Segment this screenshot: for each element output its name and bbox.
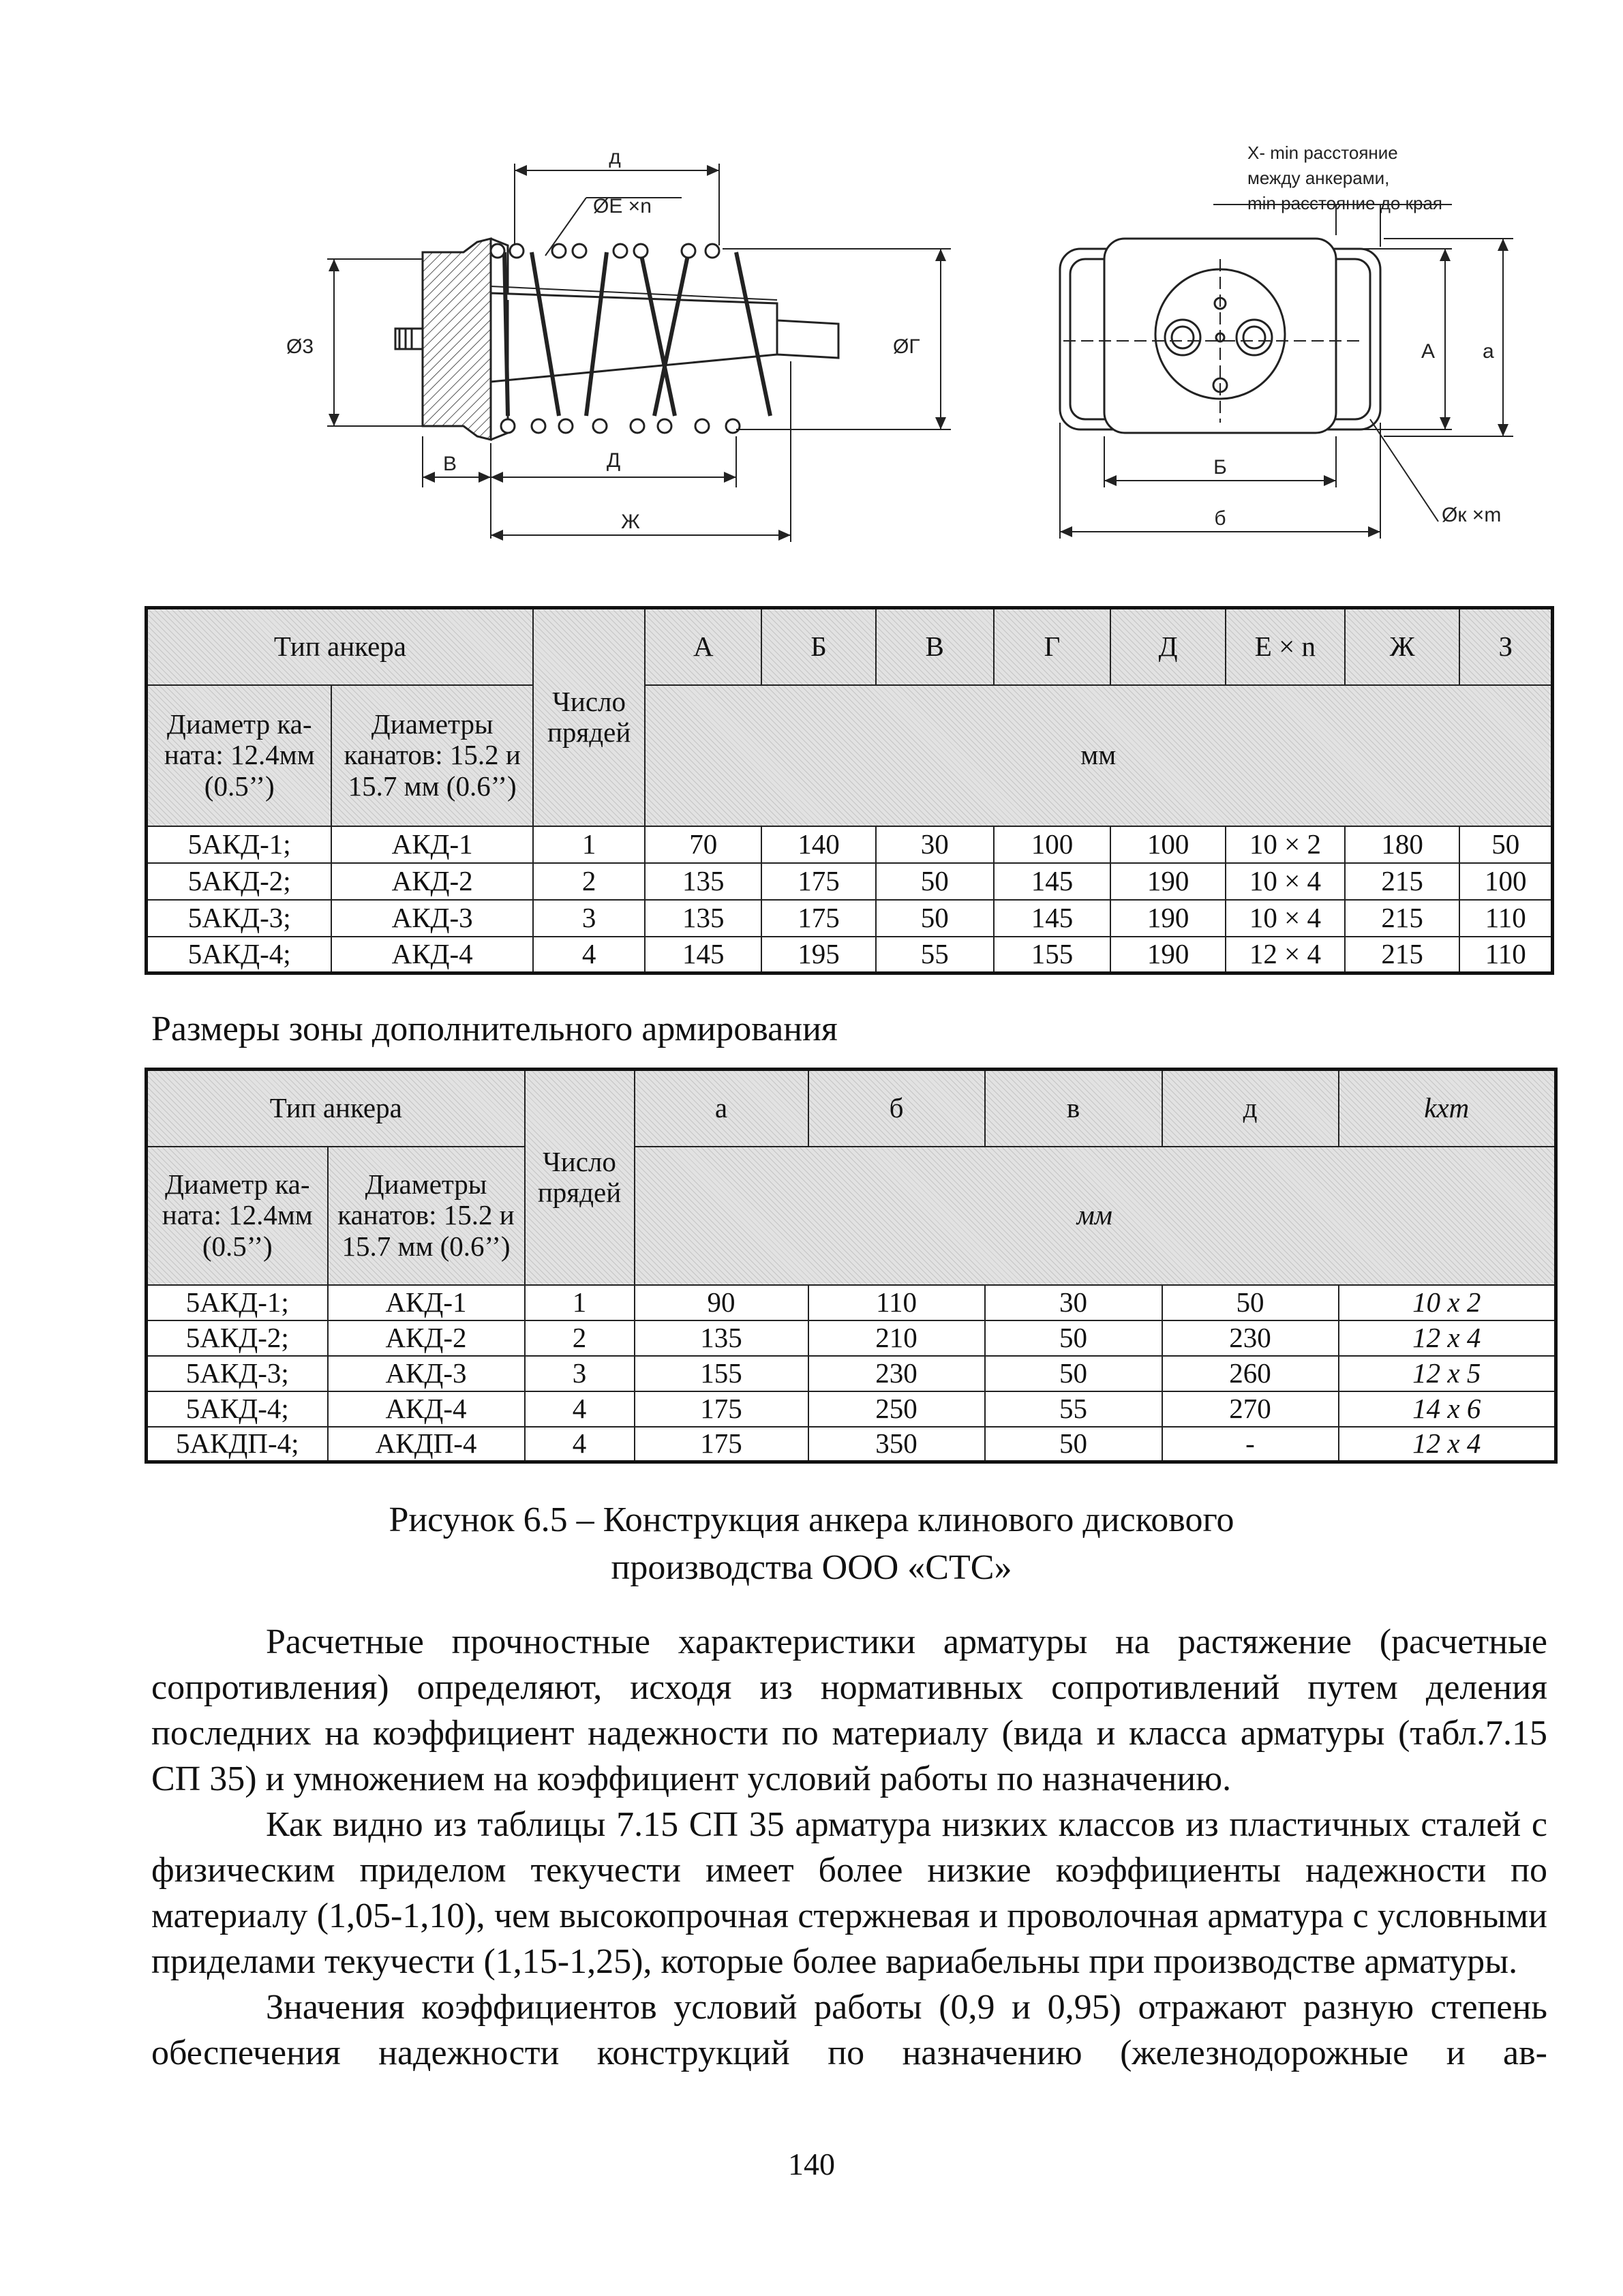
table-cell: -	[1162, 1427, 1339, 1462]
table-cell: 350	[808, 1427, 985, 1462]
table-cell: 140	[761, 826, 876, 863]
table-cell: 110	[1459, 937, 1552, 973]
reinforcement-zone-table	[145, 1068, 1558, 1464]
label-g-diam: ØГ	[893, 335, 920, 358]
paragraph: Расчетные прочностные характеристики арматуры на растяжение (расчетные сопротивления) определяют, исходя из нормативных сопротивлений путем деления последних на коэффициент надежности по материалу (вида и класса арматуры (табл.7.15 СП 35) и умножением на коэффициент условий работы по назначению.	[151, 1622, 1547, 1798]
table-cell: 5АКДП-4;	[147, 1427, 328, 1462]
strands-header: Число прядей	[525, 1070, 635, 1285]
table-cell: 230	[1162, 1320, 1339, 1356]
label-d-len: Д	[606, 449, 621, 472]
label-e-holes: ØЕ ×n	[593, 195, 652, 217]
table-cell: 175	[761, 863, 876, 900]
table-cell: 100	[1110, 826, 1226, 863]
label-b: б	[1214, 507, 1226, 530]
table-cell: 5АКД-1;	[147, 1285, 328, 1320]
table-cell: АКД-3	[331, 900, 532, 937]
table-row	[147, 900, 1553, 937]
label-z-diam: Ø3	[286, 335, 314, 358]
table-cell: 230	[808, 1356, 985, 1391]
col-header: б	[808, 1070, 985, 1147]
table-cell: 12 x 5	[1339, 1356, 1556, 1391]
table-row	[147, 1320, 1556, 1356]
table-cell: АКД-2	[331, 863, 532, 900]
note-line2: между анкерами,	[1247, 168, 1390, 188]
note-line1: Х- min расстояние	[1247, 142, 1398, 163]
table-cell: 5АКД-3;	[147, 900, 332, 937]
label-d-top: д	[609, 146, 621, 168]
table-cell: 50	[876, 863, 994, 900]
unit-cell: мм	[645, 685, 1552, 826]
table-cell: 5АКД-2;	[147, 1320, 328, 1356]
table-cell: 10 × 2	[1226, 826, 1345, 863]
table-cell: АКДП-4	[328, 1427, 525, 1462]
note-line3: min расстояние до края	[1247, 193, 1442, 213]
table-row	[147, 1285, 1556, 1320]
col-header: д	[1162, 1070, 1339, 1147]
table-cell: 50	[1162, 1285, 1339, 1320]
table-cell: 70	[645, 826, 761, 863]
table-cell: АКД-1	[331, 826, 532, 863]
col-header: Д	[1110, 608, 1226, 685]
table-cell: 215	[1345, 937, 1460, 973]
table-cell: 155	[994, 937, 1111, 973]
table-cell: 175	[635, 1427, 808, 1462]
table-cell: 100	[1459, 863, 1552, 900]
label-A: А	[1421, 340, 1436, 363]
col-header: А	[645, 608, 761, 685]
label-zh-len: Ж	[621, 511, 640, 533]
table-cell: 50	[985, 1320, 1162, 1356]
table-cell: 2	[533, 863, 646, 900]
table-cell: АКД-4	[328, 1391, 525, 1427]
table-row	[147, 1391, 1556, 1427]
table-cell: 210	[808, 1320, 985, 1356]
table-cell: 14 x 6	[1339, 1391, 1556, 1427]
table-cell: 3	[533, 900, 646, 937]
table-cell: АКД-1	[328, 1285, 525, 1320]
table-cell: 190	[1110, 900, 1226, 937]
type-header: Тип анкера	[147, 1070, 525, 1147]
table-cell: 270	[1162, 1391, 1339, 1427]
label-k-holes: Øк ×m	[1442, 504, 1502, 526]
table-cell: АКД-2	[328, 1320, 525, 1356]
table-cell: 175	[635, 1391, 808, 1427]
table-cell: 30	[985, 1285, 1162, 1320]
table-cell: 50	[876, 900, 994, 937]
table-row	[147, 826, 1553, 863]
table-cell: 10 x 2	[1339, 1285, 1556, 1320]
table-cell: 135	[645, 863, 761, 900]
anchor-dimensions-table	[145, 606, 1554, 975]
table-cell: 145	[994, 900, 1111, 937]
table-row	[147, 937, 1553, 973]
table-cell: 3	[525, 1356, 635, 1391]
col-header: в	[985, 1070, 1162, 1147]
table-cell: 90	[635, 1285, 808, 1320]
table-cell: 12 × 4	[1226, 937, 1345, 973]
table-cell: 5АКД-4;	[147, 1391, 328, 1427]
col-header: а	[635, 1070, 808, 1147]
paragraph: Значения коэффициентов условий работы (0,9 и 0,95) отражают разную степень обеспечения надежности конструкций по назначению (железнодорожные и ав-	[151, 1988, 1547, 2072]
body-text	[151, 1619, 1547, 2076]
table-cell: 12 x 4	[1339, 1427, 1556, 1462]
table-cell: 30	[876, 826, 994, 863]
type-header: Тип анкера	[147, 608, 533, 685]
table-cell: 55	[876, 937, 994, 973]
table-cell: 2	[525, 1320, 635, 1356]
table-row	[147, 1356, 1556, 1391]
strands-header: Число прядей	[533, 608, 646, 826]
table-cell: 175	[761, 900, 876, 937]
table-cell: 155	[635, 1356, 808, 1391]
table-cell: 260	[1162, 1356, 1339, 1391]
label-a: а	[1483, 340, 1494, 363]
table-cell: 5АКД-3;	[147, 1356, 328, 1391]
col-header: З	[1459, 608, 1552, 685]
table-cell: 50	[1459, 826, 1552, 863]
sub-header-12-4: Диаметр ка-ната: 12.4мм (0.5’’)	[147, 685, 332, 826]
table-cell: 250	[808, 1391, 985, 1427]
table-cell: 50	[985, 1427, 1162, 1462]
col-header: Б	[761, 608, 876, 685]
table-cell: 145	[994, 863, 1111, 900]
table-cell: 1	[525, 1285, 635, 1320]
table-cell: 110	[1459, 900, 1552, 937]
table-cell: 215	[1345, 863, 1460, 900]
page-number: 140	[788, 2147, 835, 2181]
table-cell: АКД-4	[331, 937, 532, 973]
table-cell: 110	[808, 1285, 985, 1320]
table-cell: 4	[525, 1391, 635, 1427]
table-cell: 5АКД-2;	[147, 863, 332, 900]
anchor-side-view	[395, 239, 838, 440]
sub-header-15-2: Диаметры канатов: 15.2 и 15.7 мм (0.6’’)	[328, 1147, 525, 1285]
table-cell: 145	[645, 937, 761, 973]
anchor-drawing	[0, 0, 1623, 566]
table-cell: 4	[533, 937, 646, 973]
table-cell: 135	[645, 900, 761, 937]
col-header: Г	[994, 608, 1111, 685]
section-title: Размеры зоны дополнительного армирования	[151, 1010, 838, 1048]
table-cell: 180	[1345, 826, 1460, 863]
figure-caption-line2: производства ООО «СТС»	[611, 1548, 1012, 1587]
col-header: Е × n	[1226, 608, 1345, 685]
table-cell: 10 × 4	[1226, 863, 1345, 900]
table-cell: 195	[761, 937, 876, 973]
figure-caption-line1: Рисунок 6.5 – Конструкция анкера клинового дискового	[389, 1500, 1234, 1539]
unit-cell: мм	[635, 1147, 1556, 1285]
col-header: В	[876, 608, 994, 685]
table-cell: 5АКД-1;	[147, 826, 332, 863]
paragraph: Как видно из таблицы 7.15 СП 35 арматура низких классов из пластичных сталей с физическим приделом текучести имеет более низкие коэффициенты надежности по материалу (1,05-1,10), чем высокопрочная стержневая и проволочная арматура с условными приделами текучести (1,15-1,25), которые более вариабельны при производстве арматуры.	[151, 1805, 1547, 1981]
table-cell: 135	[635, 1320, 808, 1356]
table-cell: АКД-3	[328, 1356, 525, 1391]
col-header: Ж	[1345, 608, 1460, 685]
table-cell: 215	[1345, 900, 1460, 937]
table-cell: 12 x 4	[1339, 1320, 1556, 1356]
table-cell: 190	[1110, 937, 1226, 973]
col-header: kxm	[1339, 1070, 1556, 1147]
table-cell: 4	[525, 1427, 635, 1462]
table-cell: 50	[985, 1356, 1162, 1391]
table-cell: 190	[1110, 863, 1226, 900]
table-row	[147, 1427, 1556, 1462]
label-v-len: В	[442, 453, 457, 475]
table-cell: 10 × 4	[1226, 900, 1345, 937]
label-B: Б	[1213, 456, 1227, 479]
table-row	[147, 863, 1553, 900]
table-cell: 5АКД-4;	[147, 937, 332, 973]
sub-header-12-4: Диаметр ка-ната: 12.4мм (0.5’’)	[147, 1147, 328, 1285]
sub-header-15-2: Диаметры канатов: 15.2 и 15.7 мм (0.6’’)	[331, 685, 532, 826]
table-cell: 100	[994, 826, 1111, 863]
table-cell: 55	[985, 1391, 1162, 1427]
table-cell: 1	[533, 826, 646, 863]
